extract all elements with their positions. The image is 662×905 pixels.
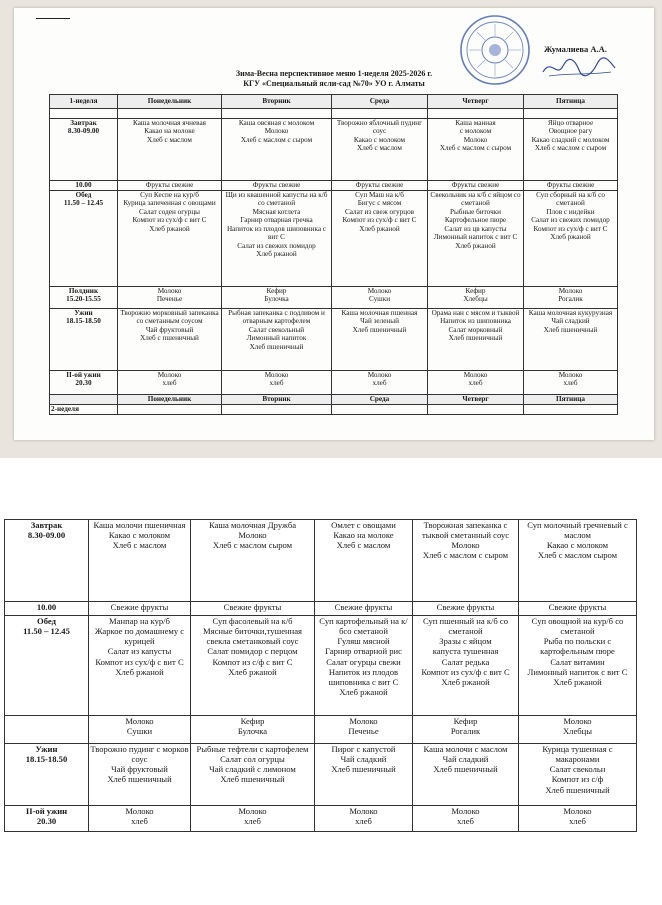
table-row xyxy=(5,602,637,616)
menu-cell: Каша манная с молоком Молоко Хлеб с маслом с сыром xyxy=(428,119,524,181)
menu-cell: Суп Маш на к/б Бигус с мясом Салат из свеж огурцов Компот из сух/ф с вит С Хлеб ржаной xyxy=(332,191,428,287)
table-row xyxy=(5,806,637,832)
menu-cell: Молоко хлеб xyxy=(89,806,191,832)
header-cell: Четверг xyxy=(428,95,524,109)
menu-cell: Суп молочный гречневый с маслом Какао с молоком Хлеб с маслом сыром xyxy=(519,520,637,602)
signature-icon xyxy=(539,54,619,80)
table-row xyxy=(50,287,618,309)
table-row xyxy=(50,371,618,395)
menu-cell: Суп картофельный на к/бсо сметаной Гуляш мясной Гарнир отварной рис Салат огурцы свежи Напиток из плодов шиповника с вит С Хлеб ржаной xyxy=(315,616,413,716)
footer-cell: Вторник xyxy=(222,395,332,405)
menu-cell: Рыбные тефтели с картофелем Салат сол огурцы Чай сладкий с лимоном Хлеб пшеничный xyxy=(191,744,315,806)
menu-cell: Каша молочная пшенная Чай зеленый Хлеб пшеничный xyxy=(332,309,428,371)
menu-cell: Творожно морковный запеканка со сметанным соусом Чай фруктовый Хлеб с пшеничный xyxy=(118,309,222,371)
menu-cell: Свежие фрукты xyxy=(191,602,315,616)
menu-cell: Суп пшенный на к/б со сметаной Зразы с яйцом капуста тушенная Салат редька Компот из сух/ф с вит С Хлеб ржаной xyxy=(413,616,519,716)
menu-cell: Фрукты свежие xyxy=(118,181,222,191)
menu-cell: Молоко хлеб xyxy=(315,806,413,832)
menu-cell: Свежие фрукты xyxy=(413,602,519,616)
menu-subtitle: КГУ «Специальный ясли-сад №70» УО г. Алматы xyxy=(243,79,425,88)
meal-label: II-ой ужин 20.30 xyxy=(5,806,89,832)
menu-cell: Молоко хлеб xyxy=(524,371,618,395)
menu-cell: Каша молочи пшеничная Какао с молоком Хлеб с маслом xyxy=(89,520,191,602)
menu-cell: Манпар на кур/б Жаркое по домашнему с курицей Салат из капусты Компот из сух/ф с вит С Хлеб ржаной xyxy=(89,616,191,716)
menu-cell: Молоко Сушки xyxy=(332,287,428,309)
menu-cell: Кефир Булочка xyxy=(191,716,315,744)
menu-cell: Кефир Рогалик xyxy=(413,716,519,744)
meal-label: Завтрак 8.30-09.00 xyxy=(50,119,118,181)
meal-label: II-ой ужин 20.30 xyxy=(50,371,118,395)
meal-label: Завтрак 8.30-09.00 xyxy=(5,520,89,602)
menu-cell: Молоко Печенье xyxy=(118,287,222,309)
menu-cell: Кефир Булочка xyxy=(222,287,332,309)
footer-cell: Четверг xyxy=(428,395,524,405)
menu-cell: Каша молочи с маслом Чай сладкий Хлеб пшеничный xyxy=(413,744,519,806)
menu-cell: Каша молочная кукурузная Чай сладкий Хлеб пшеничный xyxy=(524,309,618,371)
header-cell: Вторник xyxy=(222,95,332,109)
menu-cell: Кефир Хлебцы xyxy=(428,287,524,309)
meal-label: Ужин 18.15-18.50 xyxy=(50,309,118,371)
menu-cell: Молоко Хлебцы xyxy=(519,716,637,744)
table-row xyxy=(50,181,618,191)
table-footer-row xyxy=(50,395,618,405)
week-2-row xyxy=(50,405,618,415)
menu-cell: Молоко хлеб xyxy=(118,371,222,395)
menu-cell: Курица тушенная с макаронами Салат свекольн Компот из с/ф Хлеб пшеничный xyxy=(519,744,637,806)
menu-cell: Молоко хлеб xyxy=(332,371,428,395)
menu-cell: Каша молочная Дружба Молоко Хлеб с маслом сыром xyxy=(191,520,315,602)
menu-cell: Молоко Сушки xyxy=(89,716,191,744)
meal-label: 10.00 xyxy=(5,602,89,616)
table-row xyxy=(50,309,618,371)
table-row xyxy=(5,616,637,716)
menu-cell: Свежие фрукты xyxy=(315,602,413,616)
menu-cell: Свекольник на к/б с яйцом со сметаной Рыбные биточки Картофельное пюре Салат из цв капусты Лимонный напиток с вит С Хлеб ржаной xyxy=(428,191,524,287)
menu-cell: Фрукты свежие xyxy=(332,181,428,191)
meal-label: Обед 11.50 – 12.45 xyxy=(5,616,89,716)
menu-cell: Суп овощной на кур/б со сметаной Рыба по польски с картофельным пюре Салат витамин Лимонный напиток с вит С Хлеб ржаной xyxy=(519,616,637,716)
menu-cell: Творожно яблочный пудинг соус Какао с молоком Хлеб с маслом xyxy=(332,119,428,181)
menu-cell: Суп фасолевый на к/б Мясные биточки,тушенная свекла сметанковый соус Салат помидор с перцом Компот из с/ф с вит С Хлеб ржаной xyxy=(191,616,315,716)
meal-label: Обед 11.50 – 12.45 xyxy=(50,191,118,287)
header-cell: 1-неделя xyxy=(50,95,118,109)
table-row xyxy=(5,744,637,806)
footer-cell: Понедельник xyxy=(118,395,222,405)
menu-cell: Молоко хлеб xyxy=(191,806,315,832)
menu-title: Зима-Весна перспективное меню 1-неделя 2025-2026 г. xyxy=(235,69,433,78)
menu-cell: Молоко Рогалик xyxy=(524,287,618,309)
footer-cell: Пятница xyxy=(524,395,618,405)
table-header-row xyxy=(50,95,618,109)
menu-cell: Щи из квашенной капусты на к/б со сметаной Мясная котлета Гарнир отварная гречка Напиток из плодов шиповника с вит С Салат из свежих помидор Хлеб ржаной xyxy=(222,191,332,287)
menu-cell: Творожная запеканка с тыквой сметанный соус Молоко Хлеб с маслом с сыром xyxy=(413,520,519,602)
menu-cell: Фрукты свежие xyxy=(428,181,524,191)
menu-cell: Творожно пудинг с морков соус Чай фруктовый Хлеб пшеничный xyxy=(89,744,191,806)
table-row xyxy=(5,716,637,744)
footer-cell: Среда xyxy=(332,395,428,405)
menu-cell: Фрукты свежие xyxy=(524,181,618,191)
menu-cell: Суп сборный на к/б со сметаной Плов с индейки Салат из свежих помидор Компот из сух/ф с вит С Хлеб ржаной xyxy=(524,191,618,287)
menu-cell: Омлет с овощами Какао на молоке Хлеб с маслом xyxy=(315,520,413,602)
menu-table-week-2 xyxy=(4,519,637,832)
official-seal-icon xyxy=(459,14,531,86)
menu-cell: Молоко Печенье xyxy=(315,716,413,744)
menu-cell: Молоко хлеб xyxy=(428,371,524,395)
menu-cell: Свежие фрукты xyxy=(519,602,637,616)
menu-cell: Молоко хлеб xyxy=(222,371,332,395)
table-row xyxy=(5,520,637,602)
header-rule xyxy=(36,18,70,19)
meal-label: Полдник 15.20-15.55 xyxy=(50,287,118,309)
menu-cell: Рыбная запеканка с подливом и отварным картофелем Салат свекольный Лимонный напиток Хлеб пшеничный xyxy=(222,309,332,371)
header-cell: Пятница xyxy=(524,95,618,109)
header-cell: Среда xyxy=(332,95,428,109)
menu-cell: Суп Кеспе на кур/б Курица запеченная с овощами Салат соден огурцы Компот из сух/ф с вит С Хлеб ржаной xyxy=(118,191,222,287)
header-cell: Понедельник xyxy=(118,95,222,109)
table-row xyxy=(50,191,618,287)
week-2-label: 2-неделя xyxy=(50,405,118,415)
menu-cell: Каша овсяная с молоком Молоко Хлеб с маслом с сыром xyxy=(222,119,332,181)
menu-cell: Орама нан с мясом и тыквой Напиток из шиповника Салат морковный Хлеб пшеничный xyxy=(428,309,524,371)
menu-cell: Фрукты свежие xyxy=(222,181,332,191)
meal-label xyxy=(5,716,89,744)
approver-name: Жумалиева А.А. xyxy=(544,44,607,54)
menu-cell: Молоко хлеб xyxy=(519,806,637,832)
menu-cell: Каша молочная ячневая Какао на молоке Хлеб с маслом xyxy=(118,119,222,181)
meal-label: Ужин 18.15-18.50 xyxy=(5,744,89,806)
table-spacer-row xyxy=(50,109,618,119)
table-row xyxy=(50,119,618,181)
menu-cell: Молоко хлеб xyxy=(413,806,519,832)
menu-cell: Свежие фрукты xyxy=(89,602,191,616)
menu-table-week-1 xyxy=(49,94,618,415)
footer-cell xyxy=(50,395,118,405)
meal-label: 10.00 xyxy=(50,181,118,191)
menu-cell: Яйцо отварное Овощное рагу Какао сладкий с молоком Хлеб с маслом с сыром xyxy=(524,119,618,181)
menu-cell: Пирог с капустой Чай сладкий Хлеб пшеничный xyxy=(315,744,413,806)
